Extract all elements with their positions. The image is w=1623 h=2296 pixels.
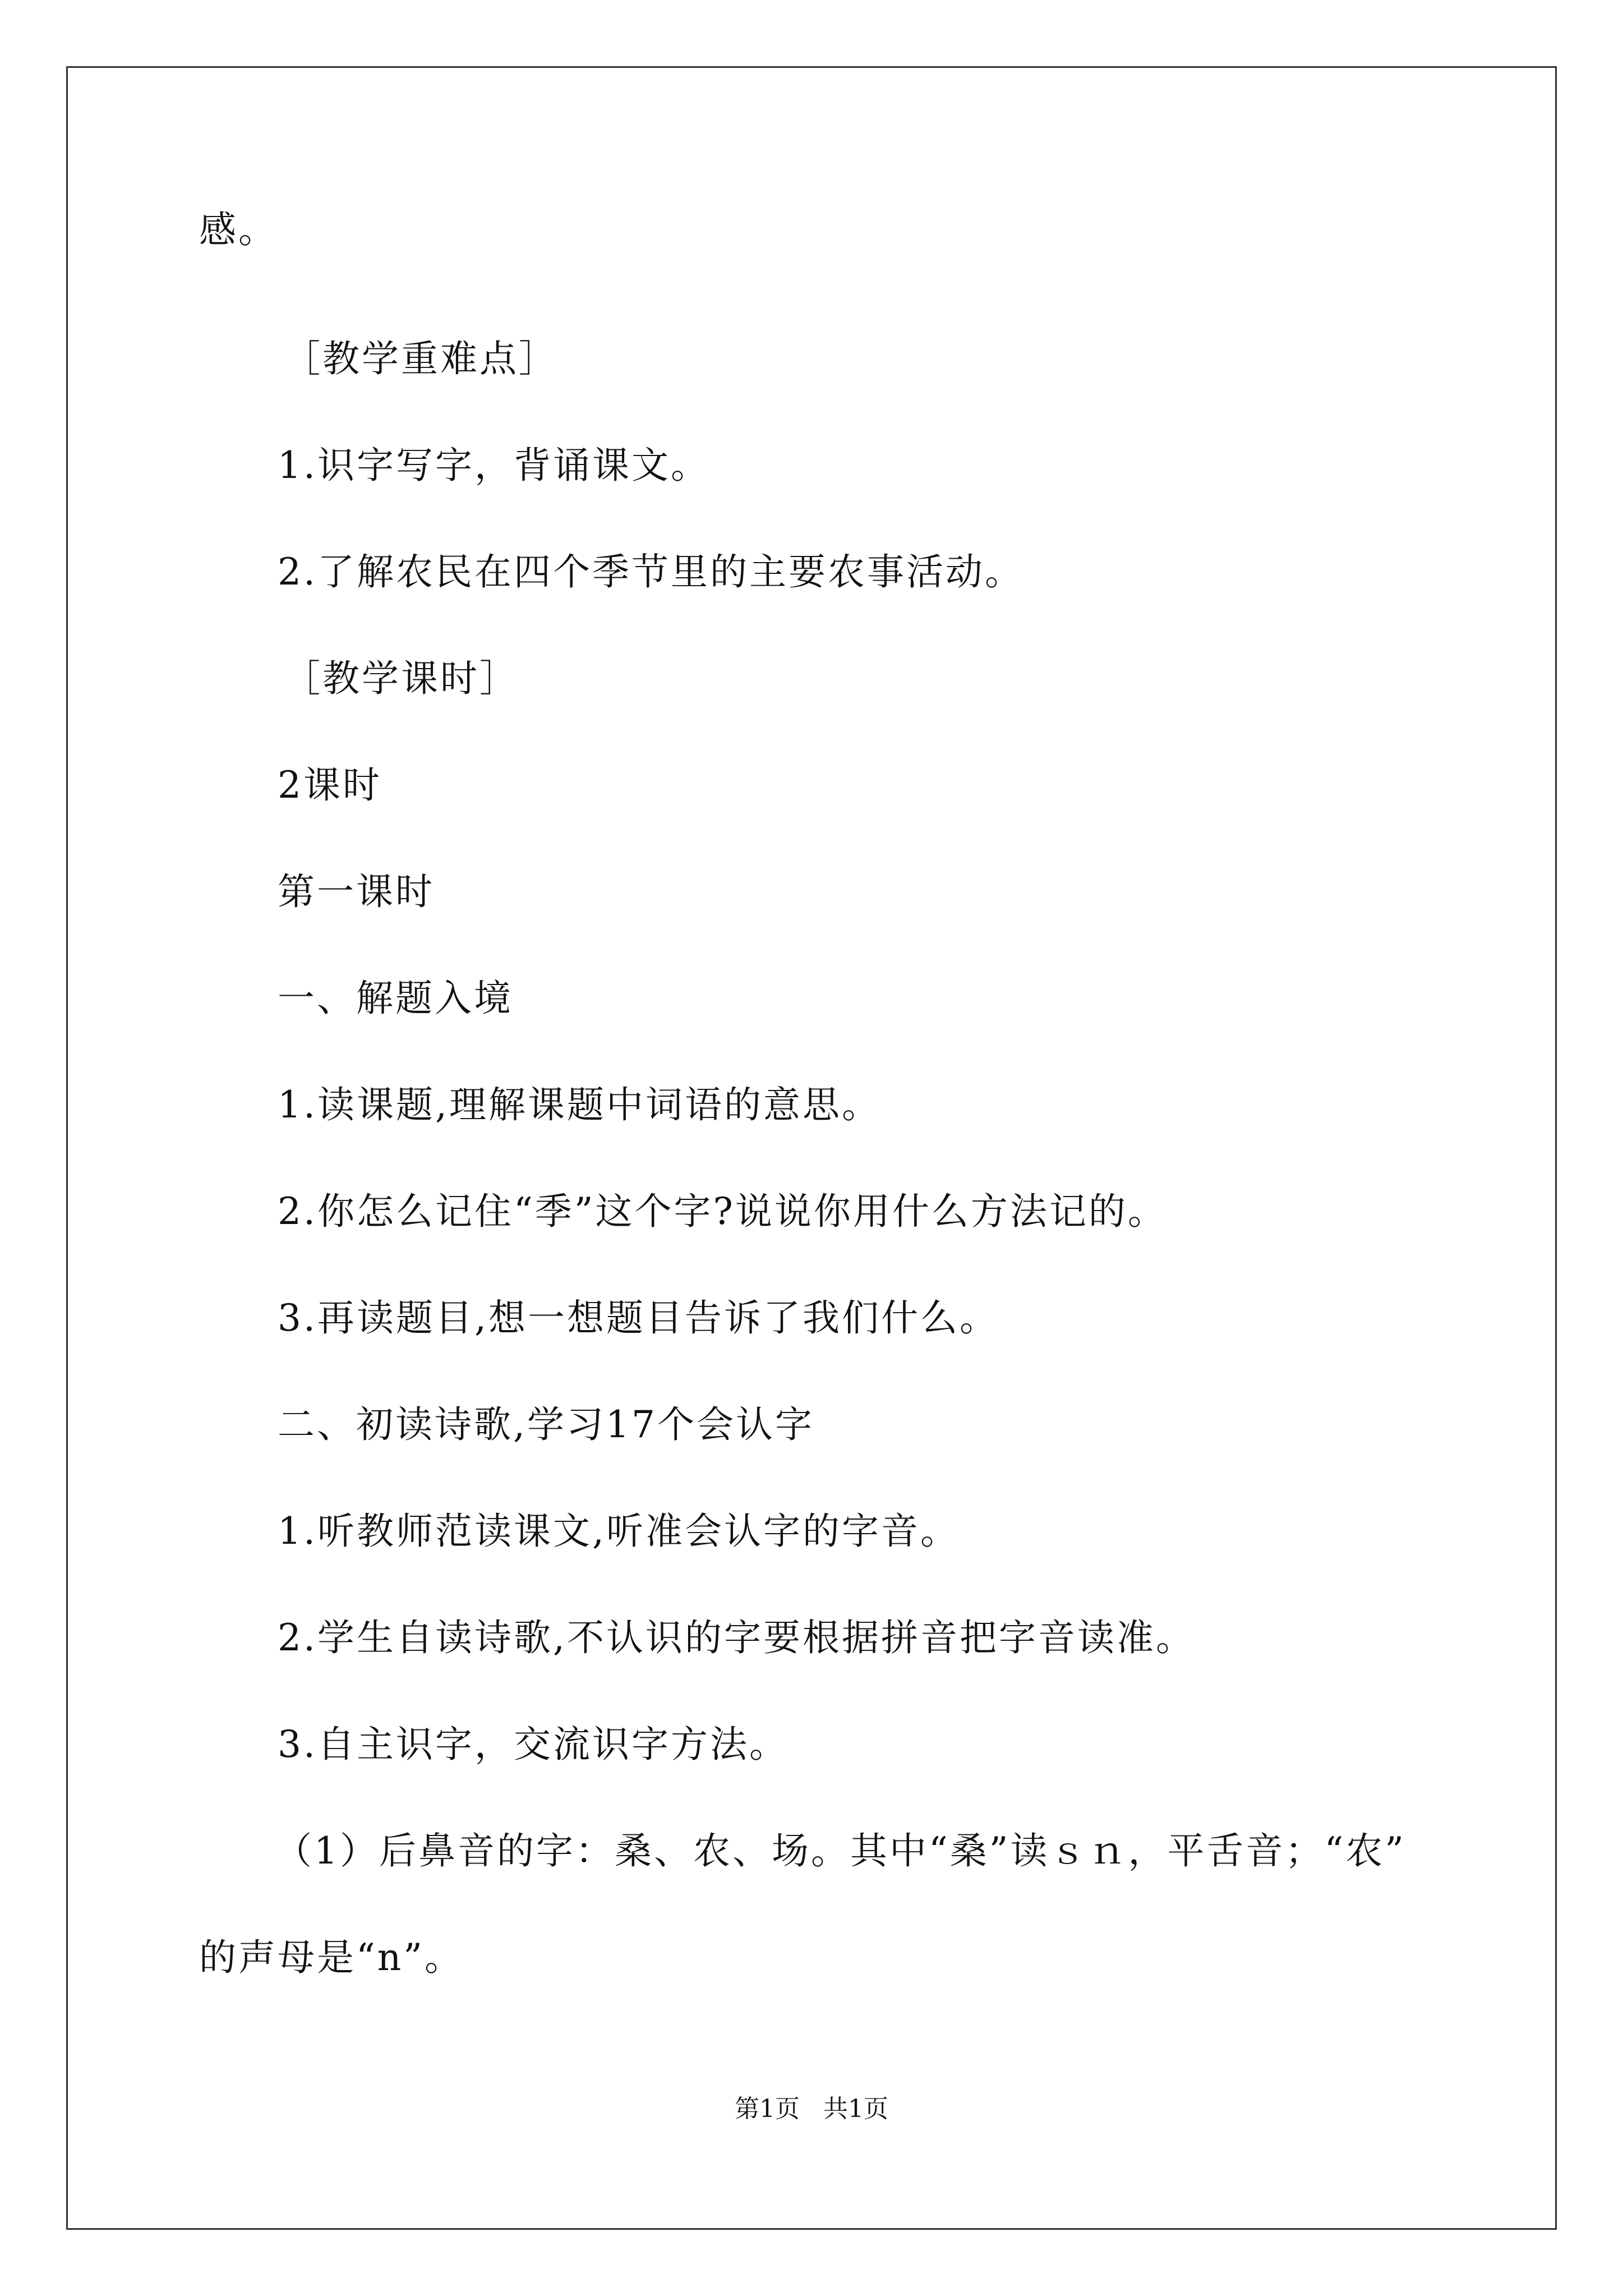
text-line: 1.识字写字，背诵课文。 — [278, 444, 710, 487]
page-border — [66, 66, 1557, 2230]
section-heading: ［教学重难点］ — [283, 337, 558, 380]
text-line: 2.了解农民在四个季节里的主要农事活动。 — [278, 550, 1024, 593]
text-line: 感。 — [199, 208, 278, 251]
text-line: 2课时 — [278, 763, 382, 807]
text-line: 2.你怎么记住“季”这个字?说说你用什么方法记的。 — [278, 1190, 1167, 1233]
text-line: 2.学生自读诗歌,不认识的字要根据拼音把字音读准。 — [278, 1616, 1195, 1659]
text-line: （1）后鼻音的字：桑、农、场。其中“桑”读ｓｎ，平舌音；“农” — [275, 1829, 1406, 1872]
section-heading: ［教学课时］ — [283, 657, 519, 700]
text-line: 3.自主识字，交流识字方法。 — [278, 1723, 789, 1766]
part-heading: 二、初读诗歌,学习17个会认字 — [278, 1403, 814, 1446]
text-line: 1.听教师范读课文,听准会认字的字音。 — [278, 1510, 960, 1553]
page-footer: 第1页 共1页 — [735, 2095, 888, 2123]
text-line: 1.读课题,理解课题中词语的意思。 — [278, 1083, 881, 1126]
part-heading: 一、解题入境 — [278, 977, 513, 1020]
text-line: 3.再读题目,想一想题目告诉了我们什么。 — [278, 1296, 999, 1340]
text-line: 的声母是“n”。 — [199, 1936, 464, 1979]
lesson-heading: 第一课时 — [278, 870, 435, 913]
